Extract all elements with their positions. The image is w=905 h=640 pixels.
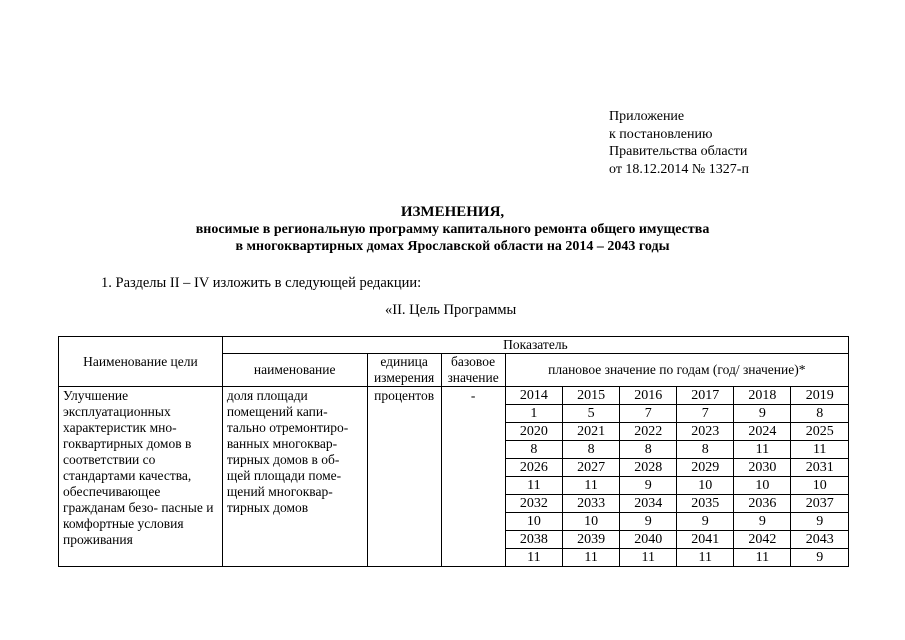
- year-cell: 2042: [734, 531, 791, 549]
- value-cell: 10: [734, 477, 791, 495]
- section-heading: «II. Цель Программы: [385, 302, 517, 318]
- value-cell: 9: [620, 477, 677, 495]
- value-cell: 10: [506, 513, 563, 531]
- year-cell: 2018: [734, 387, 791, 405]
- base-value-cell: -: [441, 387, 505, 567]
- document-title: [0, 204, 905, 255]
- value-cell: 7: [677, 405, 734, 423]
- header-goal-name: Наименование цели: [59, 337, 223, 387]
- year-cell: 2034: [620, 495, 677, 513]
- year-cell: 2021: [563, 423, 620, 441]
- title-line: ИЗМЕНЕНИЯ,: [400, 204, 505, 220]
- year-cell: 2031: [791, 459, 848, 477]
- value-cell: 11: [734, 441, 791, 459]
- value-cell: 10: [677, 477, 734, 495]
- value-cell: 8: [791, 405, 848, 423]
- value-cell: 10: [563, 513, 620, 531]
- year-cell: 2043: [791, 531, 848, 549]
- year-cell: 2033: [563, 495, 620, 513]
- appendix-line: к постановлению: [609, 126, 713, 142]
- plan-values-cell: [505, 387, 848, 567]
- year-cell: 2024: [734, 423, 791, 441]
- value-cell: 11: [506, 477, 563, 495]
- appendix-line: от 18.12.2014 № 1327-п: [609, 161, 749, 177]
- indicator-name-cell: доля площади помещений капи- тально отремонтиро- ванных многоквар- тирных домов в об- щей площади поме- щений многоквар- тирных домов: [222, 387, 367, 567]
- value-cell: 11: [563, 549, 620, 567]
- appendix-note: [609, 108, 749, 178]
- value-cell: 11: [563, 477, 620, 495]
- value-cell: 9: [620, 513, 677, 531]
- year-cell: 2020: [506, 423, 563, 441]
- value-cell: 10: [791, 477, 848, 495]
- year-cell: 2023: [677, 423, 734, 441]
- year-cell: 2037: [791, 495, 848, 513]
- header-name: наименование: [222, 354, 367, 387]
- header-unit: единица измерения: [367, 354, 441, 387]
- value-cell: 11: [620, 549, 677, 567]
- year-cell: 2027: [563, 459, 620, 477]
- year-cell: 2036: [734, 495, 791, 513]
- year-cell: 2026: [506, 459, 563, 477]
- year-cell: 2041: [677, 531, 734, 549]
- title-line: в многоквартирных домах Ярославской области на 2014 – 2043 годы: [235, 239, 670, 254]
- title-line: вносимые в региональную программу капитального ремонта общего имущества: [195, 222, 710, 237]
- year-cell: 2030: [734, 459, 791, 477]
- value-cell: 11: [734, 549, 791, 567]
- value-cell: 9: [677, 513, 734, 531]
- year-cell: 2029: [677, 459, 734, 477]
- year-cell: 2017: [677, 387, 734, 405]
- value-cell: 1: [506, 405, 563, 423]
- year-cell: 2014: [506, 387, 563, 405]
- value-cell: 8: [563, 441, 620, 459]
- value-cell: 8: [620, 441, 677, 459]
- year-cell: 2019: [791, 387, 848, 405]
- value-cell: 9: [791, 549, 848, 567]
- year-cell: 2016: [620, 387, 677, 405]
- value-cell: 7: [620, 405, 677, 423]
- year-cell: 2022: [620, 423, 677, 441]
- goal-cell: Улучшение эксплуатационных характеристик мно- гоквартирных домов в соответствии со стандартами качества, обеспечивающее гражданам безо- пасные и комфортные условия проживания: [59, 387, 223, 567]
- value-cell: 8: [506, 441, 563, 459]
- value-cell: 5: [563, 405, 620, 423]
- year-cell: 2035: [677, 495, 734, 513]
- value-cell: 9: [791, 513, 848, 531]
- value-cell: 9: [734, 405, 791, 423]
- year-cell: 2038: [506, 531, 563, 549]
- goals-table: [58, 336, 849, 567]
- header-indicator: Показатель: [222, 337, 848, 354]
- year-cell: 2015: [563, 387, 620, 405]
- value-cell: 11: [677, 549, 734, 567]
- header-base: базовое значение: [441, 354, 505, 387]
- year-cell: 2039: [563, 531, 620, 549]
- year-cell: 2040: [620, 531, 677, 549]
- unit-cell: процентов: [367, 387, 441, 567]
- year-cell: 2025: [791, 423, 848, 441]
- appendix-line: Правительства области: [609, 144, 748, 159]
- value-cell: 11: [506, 549, 563, 567]
- year-cell: 2032: [506, 495, 563, 513]
- value-cell: 8: [677, 441, 734, 459]
- plan-values-grid: [506, 387, 848, 566]
- value-cell: 9: [734, 513, 791, 531]
- appendix-line: Приложение: [609, 109, 685, 124]
- value-cell: 11: [791, 441, 848, 459]
- year-cell: 2028: [620, 459, 677, 477]
- header-plan: плановое значение по годам (год/ значение)*: [505, 354, 848, 387]
- paragraph: 1. Разделы II – IV изложить в следующей редакции:: [101, 275, 422, 291]
